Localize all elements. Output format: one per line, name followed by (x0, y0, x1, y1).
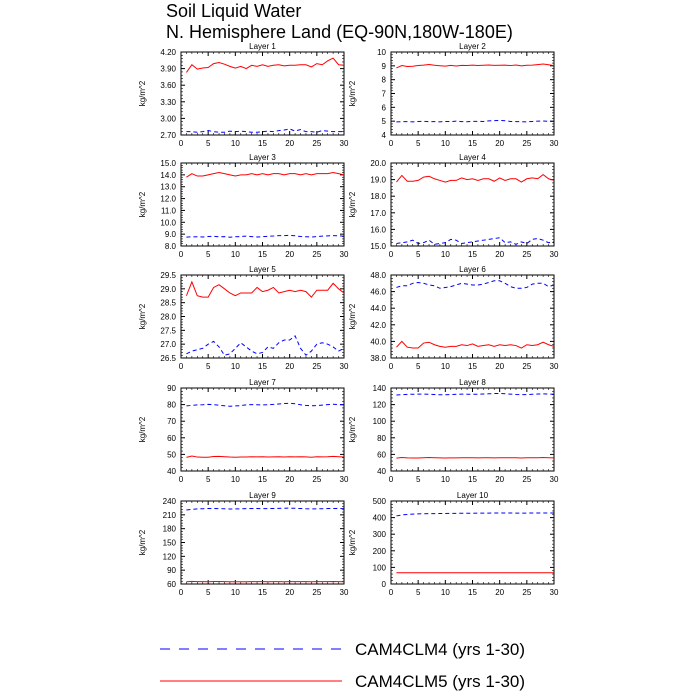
series-line-cam4clm5 (186, 282, 344, 297)
panel-layer-3 (138, 153, 349, 259)
y-tick-label: 48.0 (370, 271, 386, 280)
x-tick-label: 15 (258, 250, 267, 259)
y-tick-label: 3.90 (160, 64, 176, 74)
y-tick-label: 16.0 (370, 225, 386, 235)
y-axis-label: kg/m^2 (138, 416, 147, 443)
series-line-cam4clm5 (396, 64, 554, 68)
series-line-cam4clm5 (396, 457, 554, 458)
legend-label-cam4clm5: CAM4CLM5 (yrs 1-30) (355, 672, 526, 691)
panel-title: Layer 5 (249, 265, 276, 274)
y-tick-label: 40.0 (370, 337, 386, 347)
y-tick-label: 3.60 (160, 81, 176, 91)
series-line-cam4clm5 (186, 456, 344, 457)
panel-title: Layer 3 (249, 153, 276, 162)
x-tick-label: 10 (230, 475, 240, 484)
x-tick-label: 0 (388, 588, 394, 597)
x-tick-label: 25 (522, 362, 532, 371)
plot-frame (391, 388, 554, 471)
y-tick-label: 300 (372, 530, 386, 540)
y-axis-label: kg/m^2 (348, 191, 357, 218)
panel-layer-6 (348, 265, 559, 371)
y-tick-label: 60 (167, 580, 176, 589)
x-tick-label: 20 (285, 588, 295, 597)
x-tick-label: 10 (440, 250, 450, 259)
y-axis-label: kg/m^2 (348, 529, 357, 556)
x-tick-label: 0 (178, 250, 184, 259)
x-tick-label: 20 (495, 588, 505, 597)
y-tick-label: 10.0 (160, 218, 176, 228)
series-line-cam4clm4 (186, 129, 344, 132)
series-line-cam4clm5 (186, 172, 344, 177)
y-tick-label: 28.0 (160, 312, 176, 322)
y-tick-label: 400 (372, 513, 386, 523)
y-tick-label: 15.0 (160, 159, 176, 168)
y-tick-label: 90 (167, 566, 176, 576)
x-tick-label: 30 (549, 250, 559, 259)
plot-frame (391, 52, 554, 135)
panel-title: Layer 9 (249, 491, 276, 500)
x-tick-label: 30 (549, 362, 559, 371)
x-tick-label: 30 (339, 588, 349, 597)
x-tick-label: 20 (495, 139, 505, 148)
y-tick-label: 38.0 (370, 354, 386, 363)
x-tick-label: 10 (230, 250, 240, 259)
x-tick-label: 0 (178, 588, 184, 597)
x-tick-label: 25 (312, 362, 322, 371)
y-tick-label: 15.0 (370, 242, 386, 251)
y-tick-label: 40 (377, 467, 386, 476)
x-tick-label: 5 (205, 362, 211, 371)
plot-frame (181, 388, 344, 471)
y-axis-label: kg/m^2 (138, 191, 147, 218)
y-tick-label: 27.0 (160, 340, 176, 350)
panel-layer-5 (138, 265, 349, 371)
x-tick-label: 0 (388, 139, 394, 148)
y-tick-label: 18.0 (370, 192, 386, 202)
x-tick-label: 30 (549, 475, 559, 484)
y-tick-label: 180 (162, 524, 176, 534)
x-tick-label: 25 (522, 475, 532, 484)
y-tick-label: 9.0 (164, 230, 176, 240)
y-tick-label: 60 (167, 433, 176, 443)
x-tick-label: 20 (495, 250, 505, 259)
x-tick-label: 15 (468, 250, 477, 259)
x-tick-label: 20 (285, 475, 295, 484)
y-tick-label: 7 (381, 89, 386, 99)
x-tick-label: 30 (549, 588, 559, 597)
series-line-cam4clm5 (396, 341, 554, 348)
y-tick-label: 200 (372, 546, 386, 556)
x-tick-label: 0 (388, 250, 394, 259)
legend (0, 630, 700, 700)
figure-subtitle: N. Hemisphere Land (EQ-90N,180W-180E) (166, 22, 513, 42)
x-tick-label: 25 (522, 139, 532, 148)
y-tick-label: 12.0 (160, 194, 176, 204)
x-tick-label: 5 (205, 588, 211, 597)
y-tick-label: 26.5 (160, 354, 176, 363)
x-tick-label: 5 (205, 139, 211, 148)
x-tick-label: 5 (415, 362, 421, 371)
panel-layer-10 (348, 491, 559, 597)
series-line-cam4clm4 (186, 235, 344, 237)
x-tick-label: 15 (258, 475, 267, 484)
y-tick-label: 20.0 (370, 159, 386, 168)
y-tick-label: 19.0 (370, 175, 386, 185)
series-line-cam4clm5 (186, 58, 344, 72)
y-tick-label: 10 (377, 48, 386, 57)
panel-title: Layer 4 (459, 153, 486, 162)
x-tick-label: 10 (230, 588, 240, 597)
y-tick-label: 60 (377, 450, 386, 460)
y-axis-label: kg/m^2 (348, 303, 357, 330)
x-tick-label: 10 (440, 139, 450, 148)
y-tick-label: 40 (167, 467, 176, 476)
y-tick-label: 46.0 (370, 287, 386, 297)
y-tick-label: 8.0 (164, 242, 176, 251)
x-tick-label: 30 (339, 362, 349, 371)
y-tick-label: 29.5 (160, 271, 176, 280)
y-axis-label: kg/m^2 (138, 303, 147, 330)
y-tick-label: 3.30 (160, 97, 176, 107)
y-tick-label: 5 (381, 117, 386, 127)
y-tick-label: 80 (167, 400, 176, 410)
x-tick-label: 0 (178, 362, 184, 371)
panel-title: Layer 8 (459, 378, 486, 387)
x-tick-label: 15 (258, 588, 267, 597)
panel-layer-9 (138, 491, 349, 597)
x-tick-label: 5 (415, 139, 421, 148)
x-tick-label: 15 (468, 588, 477, 597)
x-tick-label: 30 (339, 250, 349, 259)
x-tick-label: 10 (440, 475, 450, 484)
x-tick-label: 20 (285, 250, 295, 259)
y-tick-label: 42.0 (370, 320, 386, 330)
y-axis-label: kg/m^2 (138, 80, 147, 107)
panel-title: Layer 10 (456, 491, 489, 500)
x-tick-label: 5 (415, 588, 421, 597)
panel-title: Layer 7 (249, 378, 276, 387)
y-tick-label: 44.0 (370, 304, 386, 314)
y-tick-label: 4 (381, 131, 386, 140)
x-tick-label: 25 (312, 475, 322, 484)
y-tick-label: 29.0 (160, 284, 176, 294)
series-line-cam4clm5 (396, 175, 554, 182)
series-line-cam4clm4 (396, 281, 554, 288)
x-tick-label: 20 (285, 362, 295, 371)
x-tick-label: 30 (339, 139, 349, 148)
x-tick-label: 30 (549, 139, 559, 148)
series-line-cam4clm4 (396, 120, 554, 121)
y-tick-label: 210 (162, 510, 176, 520)
y-axis-label: kg/m^2 (348, 80, 357, 107)
series-line-cam4clm4 (186, 508, 344, 510)
y-tick-label: 2.70 (160, 131, 176, 140)
x-tick-label: 15 (468, 362, 477, 371)
x-tick-label: 25 (312, 139, 322, 148)
x-tick-label: 0 (178, 139, 184, 148)
y-tick-label: 3.00 (160, 114, 176, 124)
y-tick-label: 0 (381, 580, 386, 589)
x-tick-label: 10 (230, 139, 240, 148)
x-tick-label: 15 (468, 139, 477, 148)
series-line-cam4clm4 (186, 336, 344, 355)
x-tick-label: 20 (285, 139, 295, 148)
x-tick-label: 5 (415, 250, 421, 259)
series-line-cam4clm4 (186, 403, 344, 406)
x-tick-label: 5 (415, 475, 421, 484)
x-tick-label: 10 (440, 362, 450, 371)
series-line-cam4clm4 (396, 513, 554, 516)
y-tick-label: 240 (162, 497, 176, 506)
x-tick-label: 25 (522, 588, 532, 597)
plot-frame (181, 275, 344, 358)
y-tick-label: 120 (372, 400, 386, 410)
x-tick-label: 0 (178, 475, 184, 484)
y-tick-label: 80 (377, 433, 386, 443)
x-tick-label: 10 (230, 362, 240, 371)
x-tick-label: 30 (339, 475, 349, 484)
y-tick-label: 90 (167, 384, 176, 393)
y-tick-label: 28.5 (160, 298, 176, 308)
panel-layer-7 (138, 378, 349, 484)
y-tick-label: 8 (381, 75, 386, 85)
plot-frame (181, 501, 344, 584)
panel-layer-2 (348, 42, 559, 148)
x-tick-label: 15 (258, 139, 267, 148)
y-tick-label: 14.0 (160, 170, 176, 180)
x-tick-label: 20 (495, 362, 505, 371)
x-tick-label: 5 (205, 475, 211, 484)
y-tick-label: 100 (372, 417, 386, 427)
panel-title: Layer 1 (249, 42, 276, 51)
panel-layer-1 (138, 42, 349, 148)
y-tick-label: 4.20 (160, 48, 176, 57)
plot-frame (391, 163, 554, 246)
y-tick-label: 50 (167, 450, 176, 460)
panel-layer-8 (348, 378, 559, 484)
panel-title: Layer 2 (459, 42, 486, 51)
y-tick-label: 27.5 (160, 326, 176, 336)
x-tick-label: 25 (522, 250, 532, 259)
figure-title: Soil Liquid Water (166, 1, 302, 21)
x-tick-label: 0 (388, 475, 394, 484)
y-tick-label: 13.0 (160, 182, 176, 192)
x-tick-label: 25 (312, 588, 322, 597)
y-tick-label: 6 (381, 103, 386, 113)
x-tick-label: 15 (258, 362, 267, 371)
panel-title: Layer 6 (459, 265, 486, 274)
y-tick-label: 9 (381, 61, 386, 71)
y-axis-label: kg/m^2 (348, 416, 357, 443)
y-tick-label: 11.0 (161, 206, 176, 216)
series-line-cam4clm4 (396, 238, 554, 245)
x-tick-label: 20 (495, 475, 505, 484)
legend-label-cam4clm4: CAM4CLM4 (yrs 1-30) (355, 640, 526, 659)
x-tick-label: 0 (388, 362, 394, 371)
series-line-cam4clm4 (396, 393, 554, 395)
panel-layer-4 (348, 153, 559, 259)
y-tick-label: 17.0 (370, 208, 386, 218)
x-tick-label: 25 (312, 250, 322, 259)
y-tick-label: 120 (162, 552, 176, 562)
y-tick-label: 70 (167, 417, 176, 427)
y-tick-label: 500 (372, 497, 386, 506)
y-tick-label: 140 (372, 384, 386, 393)
x-tick-label: 10 (440, 588, 450, 597)
y-axis-label: kg/m^2 (138, 529, 147, 556)
x-tick-label: 15 (468, 475, 477, 484)
y-tick-label: 150 (162, 538, 176, 548)
y-tick-label: 100 (372, 563, 386, 573)
x-tick-label: 5 (205, 250, 211, 259)
